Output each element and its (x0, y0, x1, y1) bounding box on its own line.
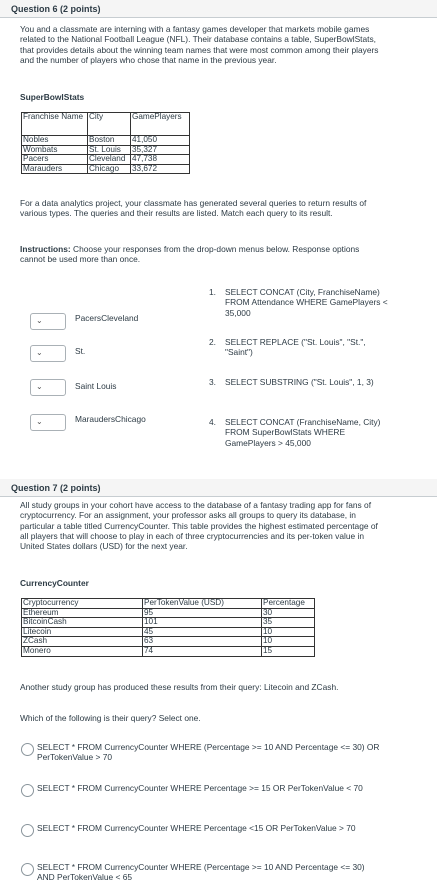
dropdown-option-label: Saint Louis (75, 381, 117, 391)
table-cell: St. Louis (88, 145, 131, 155)
table-cell: 10 (262, 637, 315, 647)
instructions-text: Choose your responses from the drop-down menus below. Response options cannot be used more than once. (20, 244, 360, 265)
question-7-paragraph: Another study group has produced these results from their query: Litecoin and ZCash. (20, 682, 339, 692)
query-number: 1. (209, 287, 216, 297)
table-row (22, 136, 190, 146)
table-row (22, 164, 190, 174)
question-6-intro: You and a classmate are interning with a fantasy games developer that markets mobile games related to the National Football League (NFL). Their database contains a table, SuperBowlStats, that provides details about the winning team names that were most common among their players and the number of players who chose that name in the previous year. (20, 24, 379, 65)
table-row (22, 647, 315, 657)
table-cell: 41,050 (131, 136, 190, 146)
table-cell: 10 (262, 627, 315, 637)
column-header: City (88, 113, 131, 136)
question-7-intro: All study groups in your cohort have access to the database of a fantasy trading app for fans of cryptocurrency. For an assignment, your professor asks all groups to query its database, in particular a table titled CurrencyCounter. This table provides the highest estimated percentage of all players that will choose to play in each of three cryptocurrencies and its per-token value in United States dollars (USD) for the next year. (20, 500, 378, 551)
chevron-down-icon: ⌄ (36, 417, 43, 426)
currencycounter-table-title: CurrencyCounter (20, 578, 89, 588)
table-cell: 95 (143, 608, 262, 618)
table-cell: ZCash (22, 637, 143, 647)
radio-button[interactable] (21, 784, 34, 797)
table-cell: Monero (22, 647, 143, 657)
table-cell: 101 (143, 618, 262, 628)
option-text: SELECT * FROM CurrencyCounter WHERE Percentage <15 OR PerTokenValue > 70 (37, 823, 356, 833)
dropdown-option-label: St. (75, 346, 86, 356)
superbowlstats-table (21, 112, 190, 174)
query-number: 2. (209, 337, 216, 347)
table-cell: Chicago (88, 164, 131, 174)
table-row (22, 155, 190, 165)
query-text: SELECT REPLACE ("St. Louis", "St.", "Saint") (225, 337, 366, 358)
table-cell: Litecoin (22, 627, 143, 637)
table-cell: 63 (143, 637, 262, 647)
table-cell: 30 (262, 608, 315, 618)
superbowlstats-table-title: SuperBowlStats (20, 92, 85, 102)
answer-dropdown-4[interactable] (30, 414, 66, 431)
answer-dropdown-1[interactable] (30, 313, 66, 330)
option-text: SELECT * FROM CurrencyCounter WHERE Percentage >= 15 OR PerTokenValue < 70 (37, 783, 363, 793)
table-cell: 47,738 (131, 155, 190, 165)
radio-button[interactable] (21, 743, 34, 756)
table-header-row (22, 113, 190, 136)
question-7-header (0, 479, 437, 497)
table-cell: 33,672 (131, 164, 190, 174)
column-header: GamePlayers (131, 113, 190, 136)
question-7-title: Question 7 (2 points) (11, 483, 101, 493)
table-cell: Cleveland (88, 155, 131, 165)
answer-dropdown-3[interactable] (30, 379, 66, 396)
answer-dropdown-2[interactable] (30, 345, 66, 362)
question-6-title: Question 6 (2 points) (11, 4, 101, 14)
table-cell: 45 (143, 627, 262, 637)
query-number: 3. (209, 377, 216, 387)
chevron-down-icon: ⌄ (36, 382, 43, 391)
column-header: PerTokenValue (USD) (143, 599, 262, 609)
currencycounter-table (21, 598, 315, 657)
table-cell: 74 (143, 647, 262, 657)
table-cell: Boston (88, 136, 131, 146)
table-header-row (22, 599, 315, 609)
table-cell: 35,327 (131, 145, 190, 155)
column-header: Percentage (262, 599, 315, 609)
table-cell: 35 (262, 618, 315, 628)
question-6-header (0, 0, 437, 18)
question-6-paragraph: For a data analytics project, your classmate has generated several queries to return results of various types. The queries and their results are listed. Match each query to its result. (20, 198, 367, 219)
table-cell: Nobles (22, 136, 88, 146)
chevron-down-icon: ⌄ (36, 316, 43, 325)
question-6-instructions (20, 244, 382, 265)
query-number: 4. (209, 417, 216, 427)
table-cell: Marauders (22, 164, 88, 174)
instructions-label: Instructions: (20, 244, 71, 254)
dropdown-option-label: MaraudersChicago (75, 414, 146, 424)
radio-button[interactable] (21, 863, 34, 876)
table-cell: 15 (262, 647, 315, 657)
table-cell: BitcoinCash (22, 618, 143, 628)
option-text: SELECT * FROM CurrencyCounter WHERE (Percentage >= 10 AND Percentage <= 30) OR PerTokenValue > 70 (37, 742, 380, 763)
table-row (22, 618, 315, 628)
query-text: SELECT SUBSTRING ("St. Louis", 1, 3) (225, 377, 374, 387)
table-cell: Ethereum (22, 608, 143, 618)
radio-button[interactable] (21, 824, 34, 837)
table-cell: Wombats (22, 145, 88, 155)
column-header: Franchise Name (22, 113, 88, 136)
question-7-prompt: Which of the following is their query? Select one. (20, 713, 201, 723)
query-text: SELECT CONCAT (City, FranchiseName) FROM Attendance WHERE GamePlayers < 35,000 (225, 287, 388, 318)
dropdown-option-label: PacersCleveland (75, 313, 139, 323)
chevron-down-icon: ⌄ (36, 348, 43, 357)
option-text: SELECT * FROM CurrencyCounter WHERE (Percentage >= 10 AND Percentage <= 30) AND PerTokenValue < 65 (37, 862, 365, 883)
column-header: Cryptocurrency (22, 599, 143, 609)
query-text: SELECT CONCAT (FranchiseName, City) FROM SuperBowlStats WHERE GamePlayers > 45,000 (225, 417, 381, 448)
table-cell: Pacers (22, 155, 88, 165)
